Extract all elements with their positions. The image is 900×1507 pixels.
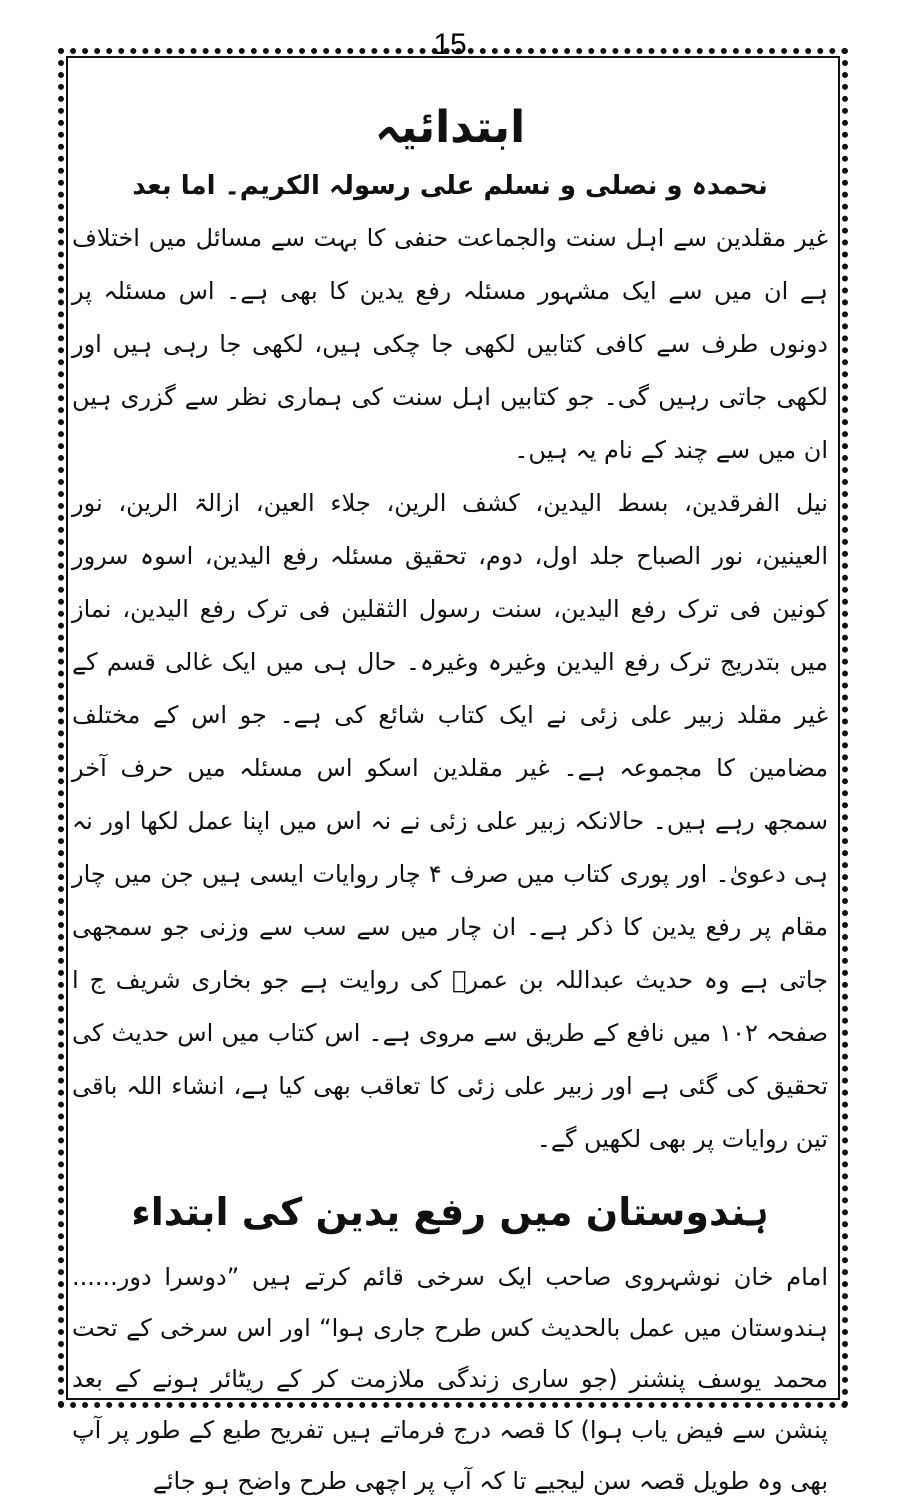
page-title: ابتدائیہ (374, 102, 526, 153)
page-content (72, 98, 828, 1507)
paragraph-story: امام خان نوشہروی صاحب ایک سرخی قائم کرتے ہیں ”دوسرا دور...... ہندوستان میں عمل بالحدیث کس طرح جاری ہوا“ اور اس سرخی کے تحت محمد یوسف پنشنر (جو ساری زندگی ملازمت کر کے ریٹائر ہونے کے بعد پنشن سے فیض یاب ہوا) کا قصہ درج فرماتے ہیں تفریح طبع کے طور پر آپ بھی وہ طویل قصہ سن لیجیے تا کہ آپ پر اچھی طرح واضح ہو جائے (72, 1263, 828, 1495)
paragraph-intro: غیر مقلدین سے اہل سنت والجماعت حنفی کا بہت سے مسائل میں اختلاف ہے ان میں سے ایک مشہور مسئلہ رفع یدین کا بھی ہے۔ اس مسئلہ پر دونوں طرف سے کافی کتابیں لکھی جا چکی ہیں، لکھی جا رہی ہیں اور لکھی جاتی رہیں گی۔ جو کتابیں اہل سنت کی ہماری نظر سے گزری ہیں ان میں سے چند کے نام یہ ہیں۔ (72, 224, 828, 464)
invocation-line: نحمدہ و نصلی و نسلم علی رسولہ الکریم۔ اما بعد (132, 171, 768, 201)
page-number: 15 (433, 28, 467, 61)
section-title: ہندوستان میں رفع یدین کی ابتداء (131, 1190, 769, 1234)
paragraph-book-list: نیل الفرقدین، بسط الیدین، کشف الرین، جلاء العین، ازالۃ الرین، نور العینین، نور الصباح جلد اول، دوم، تحقیق مسئلہ رفع الیدین، اسوہ سرور کونین فی ترک رفع الیدین، سنت رسول الثقلین فی ترک رفع الیدین، نماز میں بتدریج ترک رفع الیدین وغیرہ وغیرہ۔ حال ہی میں ایک غالی قسم کے غیر مقلد زبیر علی زئی نے ایک کتاب شائع کی ہے۔ جو اس کے مختلف مضامین کا مجموعہ ہے۔ غیر مقلدین اسکو اس مسئلہ میں حرف آخر سمجھ رہے ہیں۔ حالانکہ زبیر علی زئی نے نہ اس میں اپنا عمل لکھا اور نہ ہی دعویٰ۔ اور پوری کتاب میں صرف ۴ چار روایات ایسی ہیں جن میں چار مقام پر رفع یدین کا ذکر ہے۔ ان چار میں سے سب سے وزنی جو سمجھی جاتی ہے وہ حدیث عبداللہ بن عمرؓ کی روایت ہے جو بخاری شریف ج ا صفحہ ۱۰۲ میں نافع کے طریق سے مروی ہے۔ اس کتاب میں اس حدیث کی تحقیق کی گئی ہے اور زبیر علی زئی کا تعاقب بھی کیا ہے، انشاء اللہ باقی تین روایات پر بھی لکھیں گے۔ (72, 489, 829, 1153)
